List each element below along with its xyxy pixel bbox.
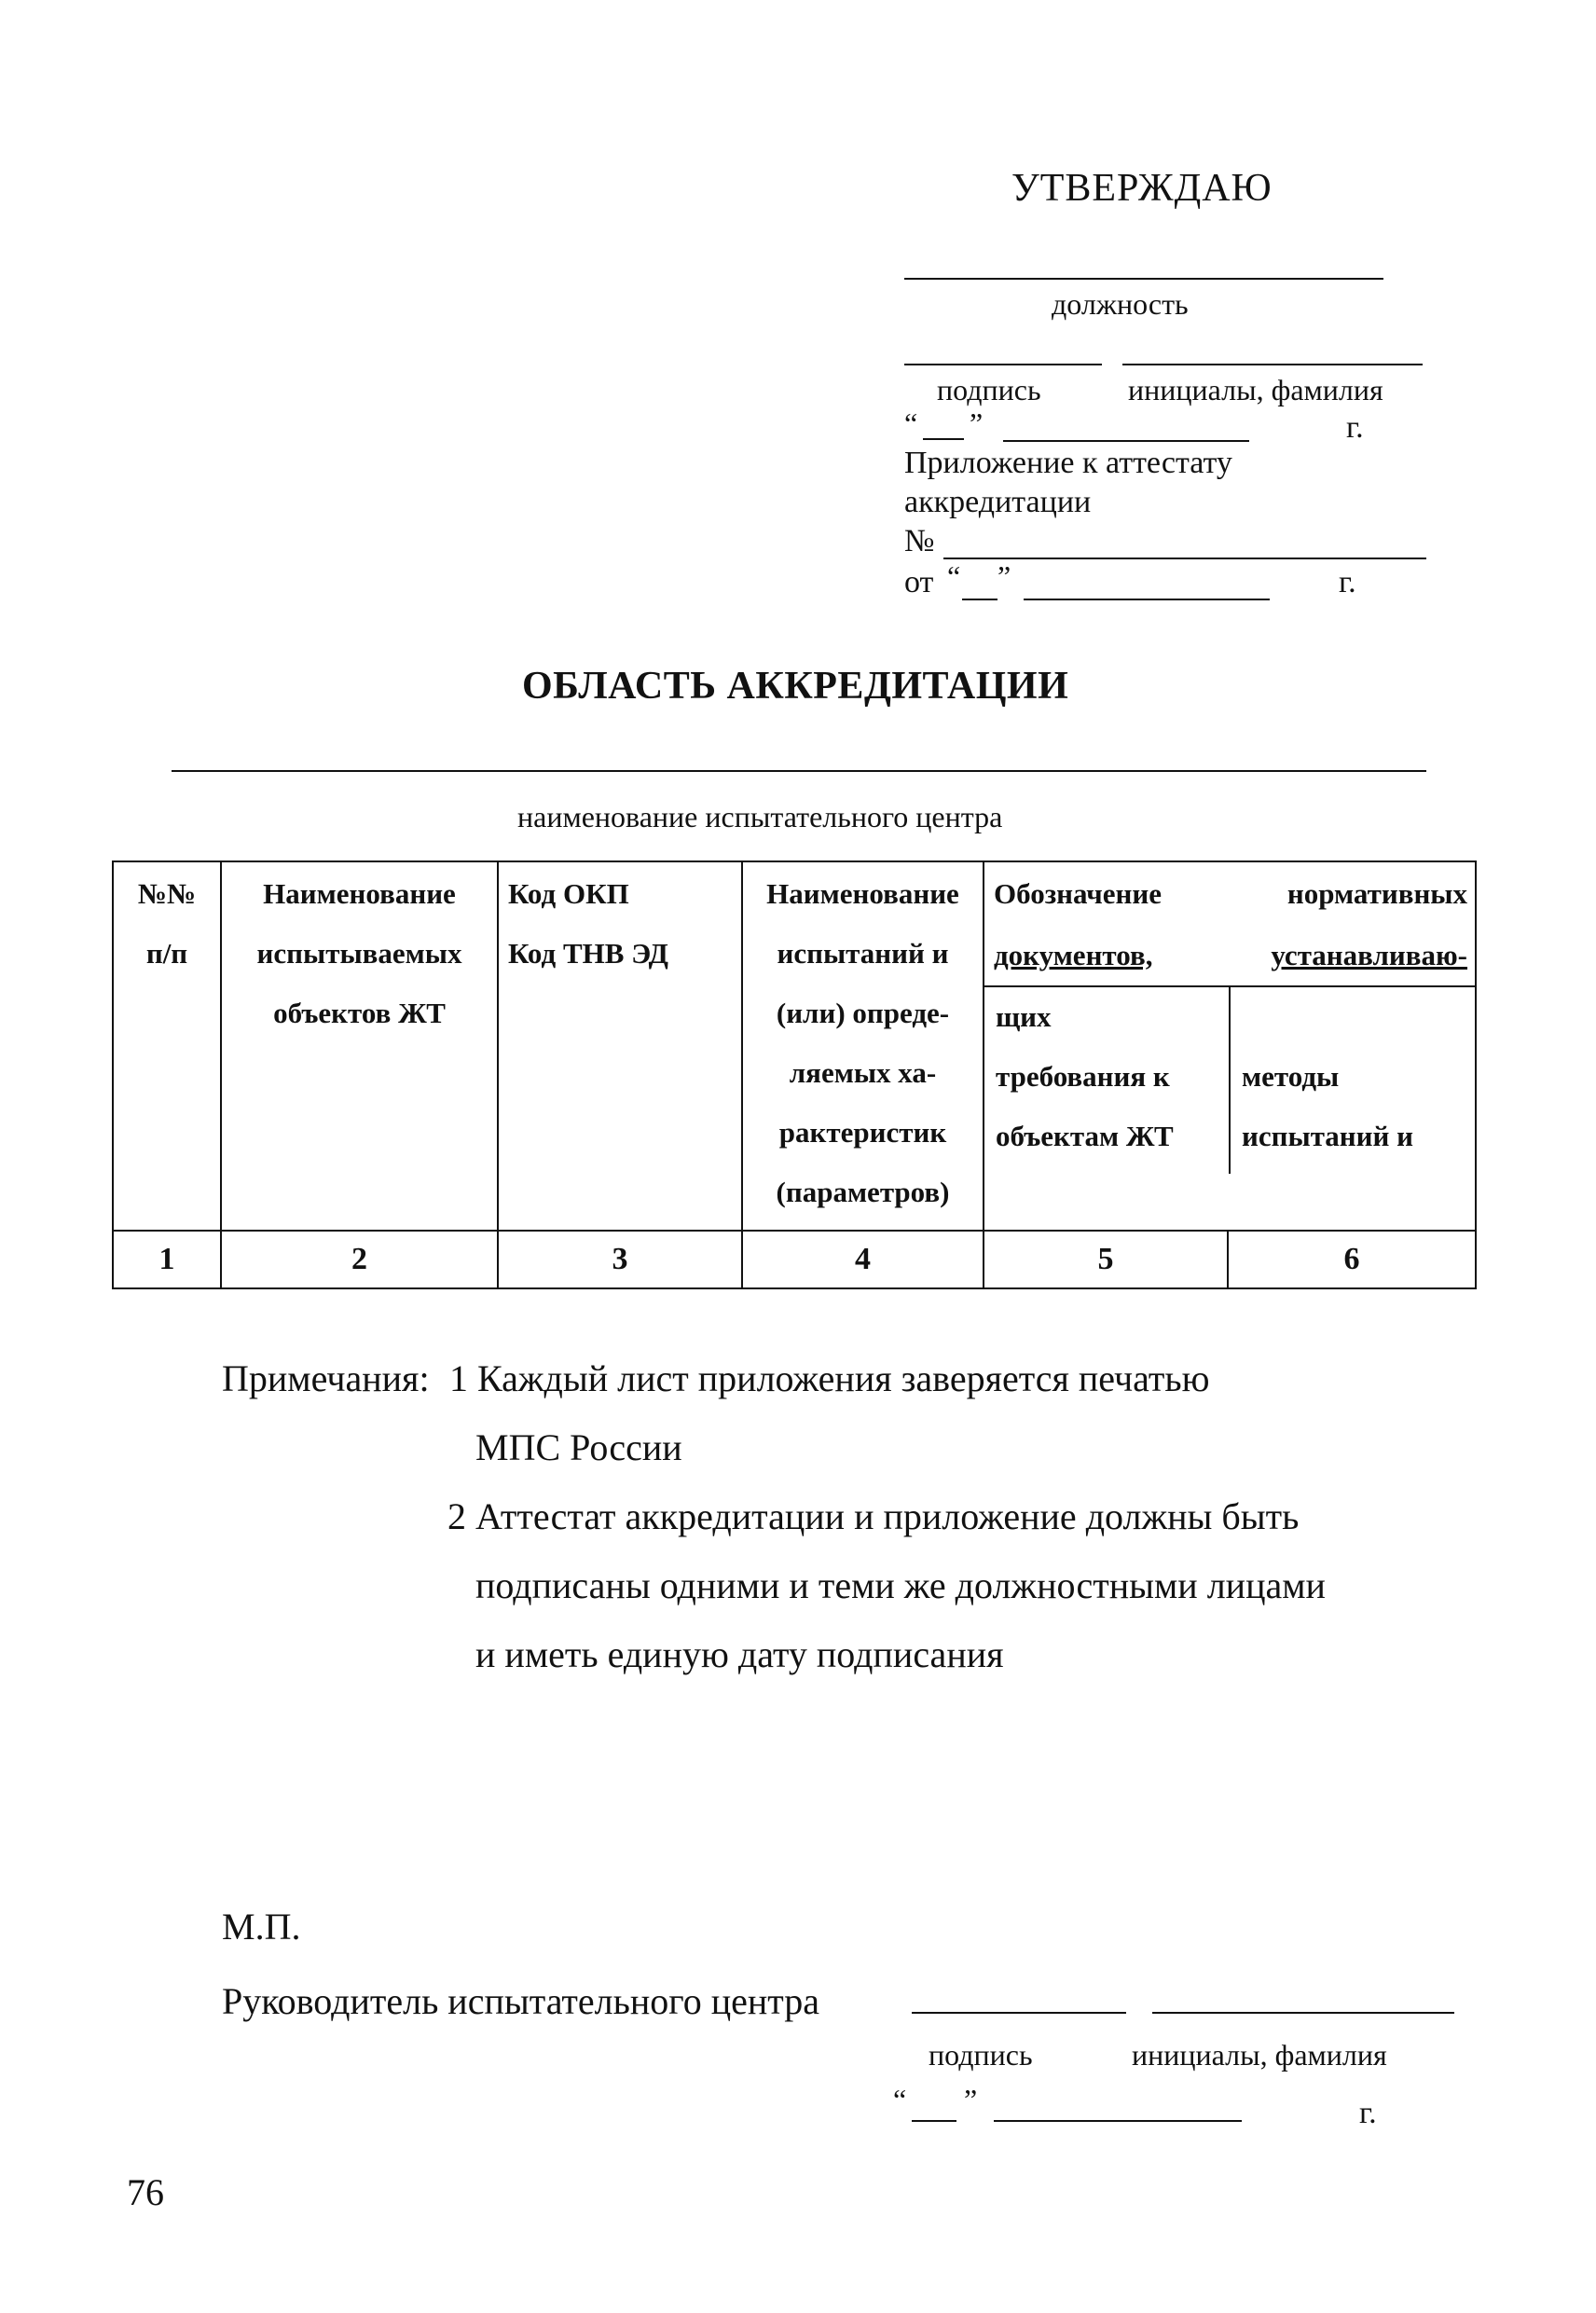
header-col56-second-left: документов,: [994, 939, 1153, 971]
position-line: [904, 278, 1383, 280]
header-col1-line2: п/п: [145, 937, 188, 970]
document-title: ОБЛАСТЬ АККРЕДИТАЦИИ: [522, 665, 1069, 708]
header-col1: [113, 861, 221, 1231]
header-col56-subcolumns: [984, 985, 1475, 1174]
header-col4-line6: (параметров): [776, 1176, 950, 1208]
name-caption: инициалы, фамилия: [1128, 373, 1383, 406]
note-2-line2: подписаны одними и теми же должностными лицами: [475, 1564, 1326, 1606]
scope-table: [112, 860, 1477, 1289]
header-col5-line2: требования к: [996, 1060, 1170, 1093]
signature-caption: подпись: [937, 373, 1041, 406]
header-col2-line3: объектов ЖТ: [273, 997, 446, 1029]
head-label: Руководитель испытательного центра: [222, 1980, 819, 2022]
appendix-number-line: [943, 558, 1426, 559]
appendix-number-sign: №: [904, 524, 935, 558]
month-line: [1003, 440, 1249, 442]
notes-label: Примечания:: [222, 1357, 430, 1399]
header-col2: [221, 861, 498, 1231]
header-col6-line1: методы: [1242, 1060, 1340, 1093]
footer-month-line: [994, 2120, 1242, 2122]
header-col56-top-right: нормативных: [1286, 877, 1468, 910]
header-col2-line1: Наименование: [263, 877, 456, 910]
year-suffix: г.: [1346, 410, 1364, 445]
stamp-place: М.П.: [222, 1906, 301, 1948]
header-col4-line3: (или) опреде-: [776, 997, 950, 1029]
appendix-quote-open: “: [947, 559, 961, 593]
header-col4: [742, 861, 984, 1231]
footer-signature-line: [912, 2012, 1126, 2014]
appendix-line2: аккредитации: [904, 485, 1092, 519]
header-col4-line1: Наименование: [766, 877, 959, 910]
footer-quote-close: ”: [964, 2083, 978, 2116]
column-number-2: 2: [221, 1231, 498, 1288]
approve-heading: УТВЕРЖДАЮ: [1011, 167, 1273, 210]
note-1-line1: 1 Каждый лист приложения заверяется печатью: [449, 1357, 1210, 1399]
note-1-line2: МПС России: [475, 1426, 682, 1468]
appendix-quote-close: ”: [998, 559, 1011, 593]
header-col5-line3: объектам ЖТ: [996, 1120, 1174, 1152]
header-col4-line4: ляемых ха-: [789, 1056, 937, 1089]
center-name-caption: наименование испытательного центра: [517, 800, 1003, 833]
footer-name-caption: инициалы, фамилия: [1132, 2038, 1387, 2072]
header-col56: [984, 861, 1476, 1231]
header-col3-line2: Код ТНВ ЭД: [508, 937, 668, 970]
appendix-from: от: [904, 565, 934, 599]
table-header-row: [113, 861, 1476, 1231]
footer-year-suffix: г.: [1359, 2096, 1377, 2130]
header-col2-line2: испытываемых: [256, 937, 462, 970]
position-caption: должность: [1052, 287, 1189, 321]
header-col3-line1: Код ОКП: [508, 877, 629, 910]
header-col6-line2: испытаний и: [1242, 1120, 1414, 1152]
appendix-line1: Приложение к аттестату: [904, 446, 1232, 480]
header-col5-sub: [984, 987, 1229, 1174]
appendix-day-line: [962, 599, 998, 600]
header-col56-second-right: устанавливаю-: [1271, 939, 1468, 971]
header-col1-line1: №№: [137, 877, 197, 910]
header-col56-top-left: Обозначение: [994, 877, 1163, 910]
footer-quote-open: “: [893, 2083, 907, 2116]
header-col4-line2: испытаний и: [777, 937, 949, 970]
header-col3: [498, 861, 742, 1231]
name-line: [1122, 364, 1423, 365]
appendix-month-line: [1024, 599, 1270, 600]
date-quote-close: ”: [970, 406, 984, 440]
day-line: [923, 438, 964, 440]
date-quote-open: “: [904, 406, 918, 440]
note-2-line1: 2 Аттестат аккредитации и приложение должны быть: [447, 1495, 1300, 1537]
footer-signature-caption: подпись: [929, 2038, 1033, 2072]
center-name-line: [172, 770, 1426, 772]
column-number-4: 4: [742, 1231, 984, 1288]
appendix-year-suffix: г.: [1339, 565, 1356, 599]
signature-line: [904, 364, 1102, 365]
column-number-6: 6: [1228, 1231, 1476, 1288]
column-number-5: 5: [984, 1231, 1228, 1288]
footer-name-line: [1152, 2012, 1454, 2014]
column-number-3: 3: [498, 1231, 742, 1288]
table-number-row: [113, 1231, 1476, 1288]
note-2-line3: и иметь единую дату подписания: [475, 1633, 1004, 1675]
footer-day-line: [912, 2120, 956, 2122]
header-col4-line5: рактеристик: [778, 1116, 947, 1149]
page-number: 76: [127, 2171, 164, 2213]
header-col5-line1: щих: [996, 1000, 1052, 1033]
header-col6-sub: [1229, 987, 1475, 1174]
column-number-1: 1: [113, 1231, 221, 1288]
